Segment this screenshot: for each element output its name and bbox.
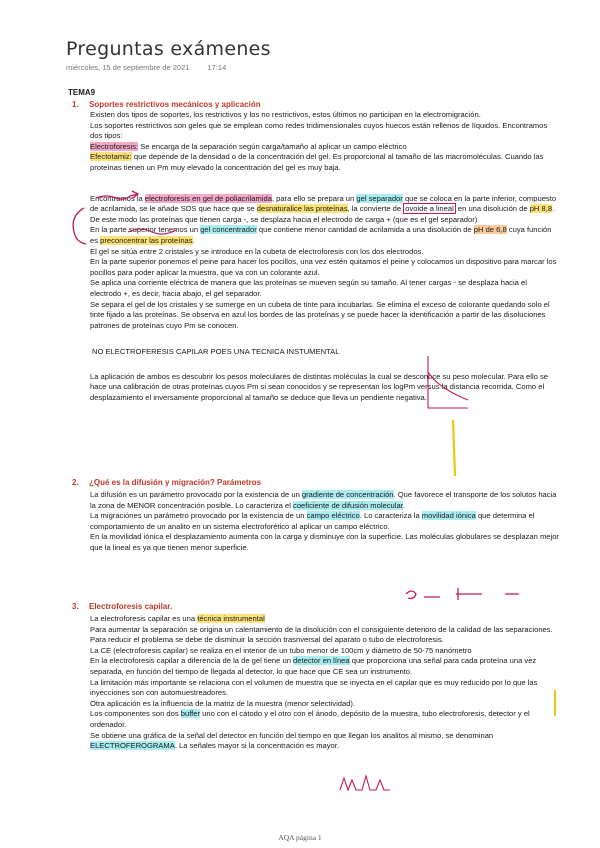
highlight: preconcentrar las proteínas [100,235,193,245]
section-1-heading [72,100,261,109]
highlight: Electroforesis: [90,141,139,151]
highlight: detector en línea [293,656,350,666]
paragraph: Los componentes son dos buffer uno con el cátodo y el otro con el ánodo, depósito de la muestra, tubo electroforesis, detector y el ordenador. [90,709,530,729]
paragraph: La difusión es un parámetro provocado por la existencia de un gradiente de concentración. Que favorece el transporte de los solutos hacia la zona de MENOR concentración posible. Lo caracteriza el coeficiente de difusión molecular. [90,490,557,510]
paragraph: Se aplica una corriente eléctrica de manera que las proteínas se mueven según su tamaño. Al tener cargas - se desplaza hacia el electrodo +, es decir, hacia abajo, el gel separador. [90,278,527,298]
boxed-text: ovoide a lineal [405,204,454,214]
highlight: Efectotamiz: [90,152,132,162]
ink-electrode-icon [406,588,519,600]
highlight: técnica instrumental [197,614,265,623]
paragraph: Efectotamiz: que depende de la densidad o de la concentración del gel. Es proporcional al tamaño de las macromoléculas. Cuando las proteínas tienen un Pm muy elevado la concentración del gel es muy baja. [90,152,544,172]
highlight: movilidad iónica [421,511,476,521]
tema-heading: TEMA9 [68,88,96,97]
paragraph: Los soportes restrictivos son geles que se emplean como redes tridimensionales cuyos huecos están rellenos de líquidos. Encontramos dos tipos: [90,120,548,141]
highlight: gel concentrador [200,225,257,235]
section-2-body [90,490,560,554]
highlight: gradiente de concentración [301,490,394,499]
page-footer: AQA página 1 [278,833,322,842]
paragraph: La migraciónes un parámetro provocado por la existencia de un campo eléctrico. Lo caracteriza la movilidad iónica que determina el comportamiento de un analito en un sistema electroforético al aplicar un campo eléctrico. [90,511,535,531]
section-title: ¿Qué es la difusión y migración? Parámetros [89,478,262,487]
paragraph: La electroforesis capilar es una técnica instrumental [90,614,265,623]
page-meta [66,63,242,72]
paragraph: La limitación más importante se relaciona con el volumen de muestra que se inyecta en el capilar que es muy reducido por lo que las inyecciones son con automuestreadores. [90,677,538,698]
page-date: miércoles, 15 de septiembre de 2021 [66,63,190,72]
highlight: desnaturalice las proteínas [256,204,348,214]
highlight: ELECTROFEROGRAMA [90,741,175,751]
section-2-heading [72,478,261,487]
section-3-body [90,614,560,752]
paragraph: Encontramos la electroforesis en gel de poliacrilamida, para ello se prepara un gel separador que se coloca en la parte inferior, compuesto de acrilamida, se le añade SDS que hace que se desnaturalice las proteínas, la convierte de ovoide a lineal en una disolución de pH 8,8. De este modo las proteínas que tienen carga -, se desplaza hacia el electrodo de carga + (que es el gel separador) [90,193,557,224]
section-3-heading [72,602,172,611]
paragraph: En la electroforesis capilar a diferencia de la de gel tiene un detector en línea que proporciona una señal para cada proteína una vez separada, en función del tiempo de llegada al detector, lo que hace que CE sea un instrumento. [90,656,537,676]
section-title: Electroforesis capilar. [89,602,173,611]
paragraph: Para aumentar la separación se origina un calentamiento de la disolución con el consiguiente deterioro de la calidad de las separaciones. Para reducir el problema se debe de disminuir la sección trasnversal del aparato o tubo de electroforesis. [90,624,553,645]
section-number: 1. [72,100,79,109]
page-time: 17:14 [207,63,227,72]
paragraph: Existen dos tipos de soportes, los restrictivos y los no restrictivos, estos últimos no participan en la electromigración. [90,110,481,119]
highlight: campo eléctrico [306,511,360,521]
section-number: 2. [72,478,79,487]
highlight: gel separador [356,193,403,203]
section-1-body [90,110,560,404]
highlight: pH 8,8 [529,204,553,214]
paragraph: El gel se sitúa entre 2 cristales y se introduce en la cubeta de electroforesis con los dos electrodos. [90,246,424,256]
highlight: coeficiente de difusión molecular [293,500,403,510]
section-number: 3. [72,602,79,611]
paragraph: Electroforesis: Se encarga de la separación según carga/tamaño al aplicar un campo eléctrico [90,141,407,151]
paragraph: La CE (electroforesis capilar) se realiza en el interior de un tubo menor de 100cm y diámetro de 50-75 nanómetro [90,645,472,655]
ink-bracket-icon [73,208,86,244]
highlight: electroforesis en gel de poliacrilamida [144,193,272,203]
note-capital: NO ELECTROFERESIS CAPILAR POES UNA TECNICA INSTUMENTAL [92,347,340,357]
highlight: buffer [180,709,201,719]
page-title: Preguntas exámenes [66,38,271,60]
highlight: pH de 6,8 [473,225,507,235]
paragraph: En la parte superior tenemos un gel concentrador que contiene menor cantidad de acrilamida a una disolución de pH de 6,8 cuya función es preconcentrar las proteínas. [90,225,552,245]
ink-yellow-mark-icon [453,420,455,476]
ink-peaks-icon [340,776,390,790]
paragraph: Se separa el gel de los cristales y se sumerge en un cubeta de tinte para incubarlas. Se elimina el exceso de colorante quedando solo el tinte fijado a las proteínas. Se observa en azul los bordes de las proteínas y se puede hacer la identificación a partir de las disoluciones patrones de proteínas cuyo Pm se conocen. [90,299,550,330]
paragraph: En la parte superior ponemos el peine para hacer los pocillos, una vez estén quitamos el peine y colocamos un dispositivo para marcar los pocillos para poder aplicar la muestra, que va con un colorante azul. [90,257,557,277]
paragraph: Se obtiene una gráfica de la señal del detector en función del tiempo en que llegan los analitos al mismo, se denominan ELECTROFEROGRAMA. La señales mayor si la concentración es mayor. [90,730,494,751]
paragraph: La aplicación de ambos es descubrir los pesos moleculares de distintas moléculas la cual se desconoce su peso molecular. Para ello se hace una calibración de otras proteínas cuyos Pm si sean conocidos y se representan los logPm versus la distancia recorrida. Como el desplazamiento el inversamente proporcional al tamaño se deduce que lleva un pendiente negativa. [90,371,548,403]
paragraph: Otra aplicación es la influencia de la matriz de la muestra (menor selectividad). [90,698,356,708]
paragraph: En la movilidad iónica el desplazamiento aumenta con la carga y disminuye con la superficie. Las moléculas globulares se desplazan mejor que la lineal es ya que tienen menor superficie. [90,532,559,552]
section-title: Soportes restrictivos mecánicos y aplicación [89,100,261,109]
